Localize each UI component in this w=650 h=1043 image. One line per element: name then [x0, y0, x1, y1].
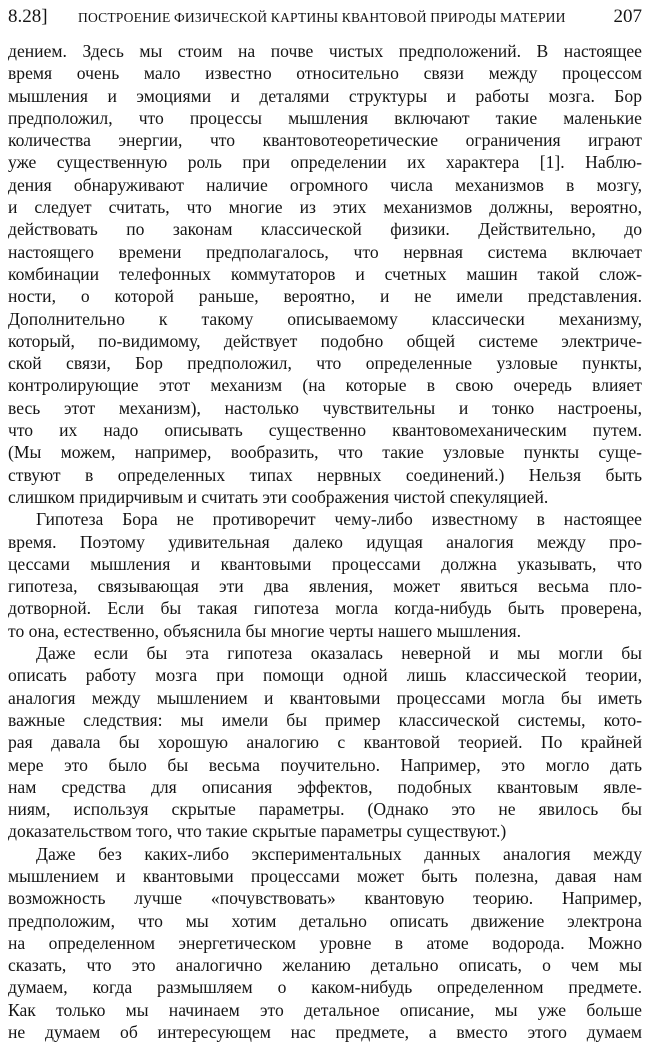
- text-line: дения обнаруживают наличие огромного числа механизмов в мозгу,: [8, 174, 642, 195]
- text-line: рая давала бы хорошую аналогию с квантовой теорией. По крайней: [8, 732, 642, 753]
- text-line: возможность лучше «почувствовать» квантовую теорию. Например,: [8, 888, 642, 909]
- text-line: на определенном энергетическом уровне в атоме водорода. Можно: [8, 932, 642, 953]
- text-line: Даже если бы эта гипотеза оказалась неверной и мы могли бы: [36, 643, 642, 664]
- running-head: [8, 4, 642, 40]
- text-line: мышления и эмоциями и деталями структуры и работы мозга. Бор: [8, 85, 642, 106]
- text-line: количества энергии, что квантовотеоретические ограничения играют: [8, 130, 642, 151]
- text-line: слишком придирчивым и считать эти соображения чистой спекуляцией.: [8, 486, 549, 507]
- text-line: ниям, используя скрытые параметры. (Однако это не явилось бы: [8, 799, 642, 820]
- text-line: важные следствия: мы имели бы пример классической системы, кото-: [8, 709, 642, 730]
- text-line: Дополнительно к такому описываемому классически механизму,: [8, 308, 642, 329]
- text-line: настоящего времени предполагалось, что нервная система включает: [8, 241, 642, 262]
- running-title: ПОСТРОЕНИЕ ФИЗИЧЕСКОЙ КАРТИНЫ КВАНТОВОЙ ПРИРОДЫ МАТЕРИИ: [78, 10, 566, 25]
- text-line: сказать, что это аналогично желанию детально описать, о чем мы: [8, 955, 642, 976]
- text-line: предположим, что мы хотим детально описать движение электрона: [8, 910, 642, 931]
- text-line: гипотеза, связывающая эти два явления, может явиться весьма пло-: [8, 576, 642, 597]
- text-line: действовать по законам классической физики. Действительно, до: [8, 219, 642, 240]
- book-page: [8, 4, 642, 1043]
- text-line: доказательством того, что такие скрытые параметры существуют.): [8, 821, 507, 842]
- text-line: ности, о которой раньше, вероятно, и не имели представления.: [8, 286, 642, 307]
- section-number: 8.28]: [8, 6, 48, 27]
- text-line: комбинации телефонных коммутаторов и счетных машин такой слож-: [8, 263, 642, 284]
- text-line: описать работу мозга при помощи одной лишь классической теории,: [8, 665, 642, 686]
- text-line: (Мы можем, например, вообразить, что такие узловые пункты суще-: [8, 442, 642, 463]
- text-line: мышлением и квантовыми процессами может быть полезна, давая нам: [8, 865, 642, 886]
- text-line: ствуют в определенных типах нервных соединений.) Нельзя быть: [8, 464, 642, 485]
- text-line: Даже без каких-либо экспериментальных данных аналогия между: [36, 843, 642, 864]
- text-line: предположил, что процессы мышления включают такие маленькие: [8, 107, 642, 128]
- text-line: ской связи, Бор предположил, что определенные узловые пункты,: [8, 353, 642, 374]
- text-line: аналогия между мышлением и квантовыми процессами могла бы иметь: [8, 687, 642, 708]
- text-line: весь этот механизм), настолько чувствительны и тонко настроены,: [8, 397, 642, 418]
- text-line: который, по-видимому, действует подобно общей системе электриче-: [8, 330, 642, 351]
- text-line: нам средства для описания эффектов, подобных квантовым явле-: [8, 776, 642, 797]
- text-line: уже существенную роль при определении их характера [1]. Наблю-: [8, 152, 642, 173]
- body-text: [8, 40, 642, 1043]
- text-line: и следует считать, что многие из этих механизмов должны, вероятно,: [8, 197, 642, 218]
- text-line: Гипотеза Бора не противоречит чему-либо известному в настоящее: [36, 509, 642, 530]
- page-number: 207: [613, 6, 642, 27]
- text-line: что их надо описывать существенно квантовомеханическим путем.: [8, 420, 642, 441]
- text-line: контролирующие этот механизм (на которые в свою очередь влияет: [8, 375, 642, 396]
- text-line: то она, естественно, объяснила бы многие черты нашего мышления.: [8, 620, 521, 641]
- text-line: время. Поэтому удивительная далеко идущая аналогия между про-: [8, 531, 642, 552]
- text-line: дотворной. Если бы такая гипотеза могла когда-нибудь быть проверена,: [8, 598, 642, 619]
- text-line: цессами мышления и квантовыми процессами должна указывать, что: [8, 553, 642, 574]
- text-line: мере это было бы весьма поучительно. Например, это могло дать: [8, 754, 642, 775]
- text-line: не думаем об интересующем нас предмете, а вместо этого думаем: [8, 1022, 642, 1043]
- text-line: думаем, когда размышляем о каком-нибудь определенном предмете.: [8, 977, 642, 998]
- text-line: Как только мы начинаем это детальное описание, мы уже больше: [8, 999, 642, 1020]
- text-line: время очень мало известно относительно связи между процессом: [8, 63, 642, 84]
- text-line: дением. Здесь мы стоим на почве чистых предположений. В настоящее: [8, 41, 642, 61]
